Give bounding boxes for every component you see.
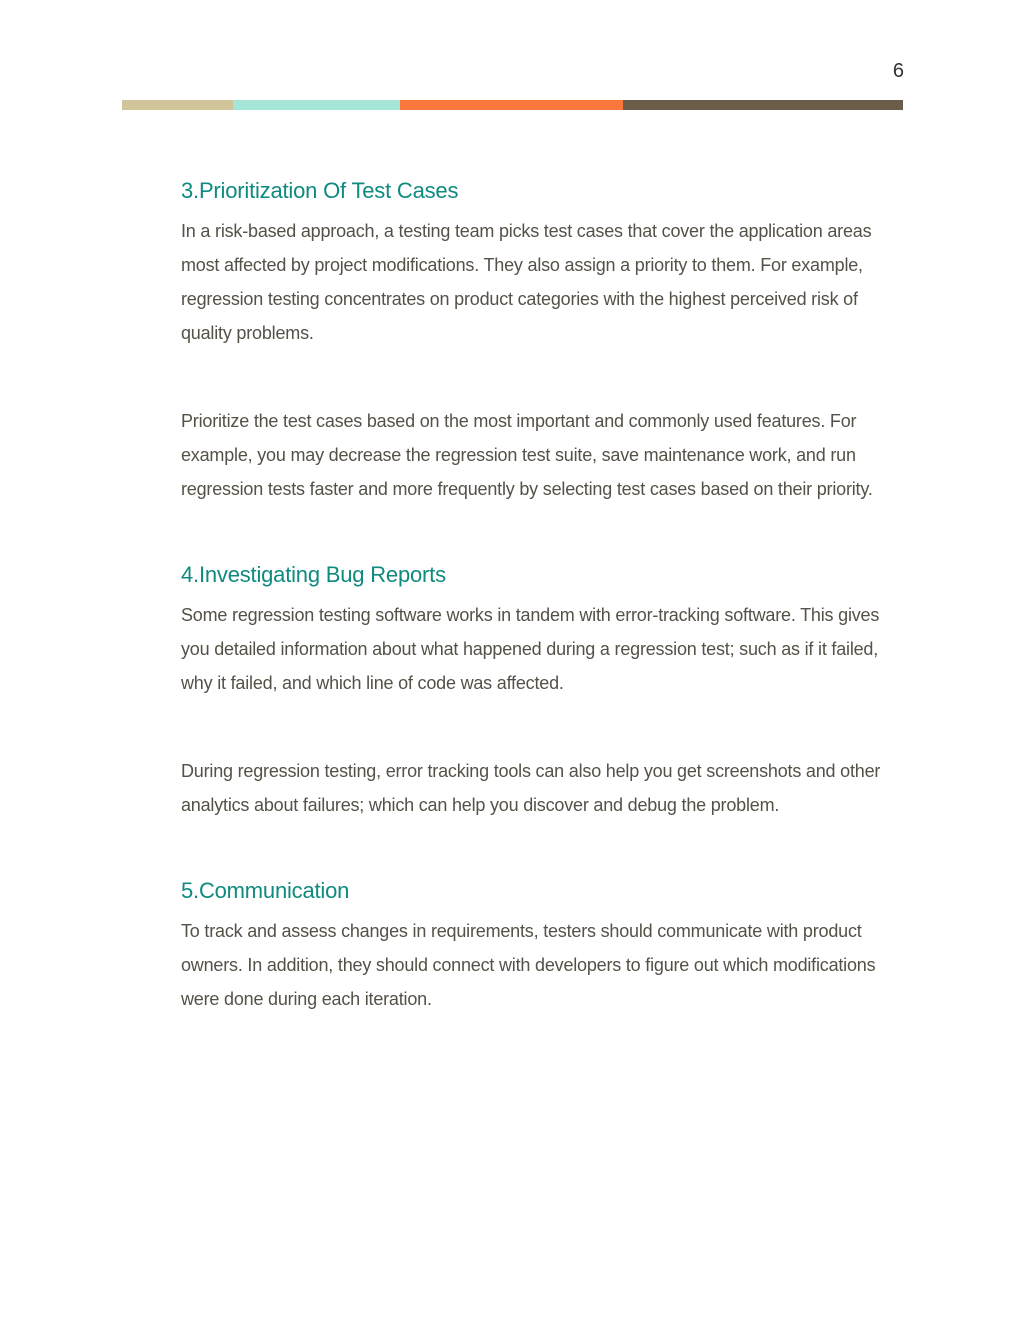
paragraph: In a risk-based approach, a testing team picks test cases that cover the application areas most affected by project modifications. They also assign a priority to them. For example, regression testing concentrates on product categories with the highest perceived risk of quality problems. bbox=[181, 221, 872, 343]
page-number: 6 bbox=[892, 60, 904, 82]
paragraph: During regression testing, error tracking tools can also help you get screenshots and other analytics about failures; which can help you discover and debug the problem. bbox=[181, 761, 881, 815]
page-content bbox=[181, 172, 911, 1066]
section-heading: 5.Communication bbox=[181, 878, 350, 903]
color-bar-segment-4 bbox=[623, 100, 903, 110]
section-communication bbox=[181, 872, 911, 1016]
color-bar-segment-1 bbox=[122, 100, 233, 110]
section-heading: 3.Prioritization Of Test Cases bbox=[181, 178, 459, 203]
section-prioritization bbox=[181, 172, 911, 506]
section-bug-reports bbox=[181, 556, 911, 822]
paragraph: Some regression testing software works in tandem with error-tracking software. This gives you detailed information about what happened during a regression test; such as if it failed, why it failed, and which line of code was affected. bbox=[181, 605, 880, 693]
paragraph: To track and assess changes in requirements, testers should communicate with product owners. In addition, they should connect with developers to figure out which modifications were done during each iteration. bbox=[181, 921, 876, 1009]
section-heading: 4.Investigating Bug Reports bbox=[181, 562, 446, 587]
paragraph: Prioritize the test cases based on the most important and commonly used features. For example, you may decrease the regression test suite, save maintenance work, and run regression tests faster and more frequently by selecting test cases based on their priority. bbox=[181, 411, 873, 499]
color-bar-segment-2 bbox=[233, 100, 400, 110]
header-color-bar bbox=[122, 100, 903, 110]
color-bar-segment-3 bbox=[400, 100, 623, 110]
